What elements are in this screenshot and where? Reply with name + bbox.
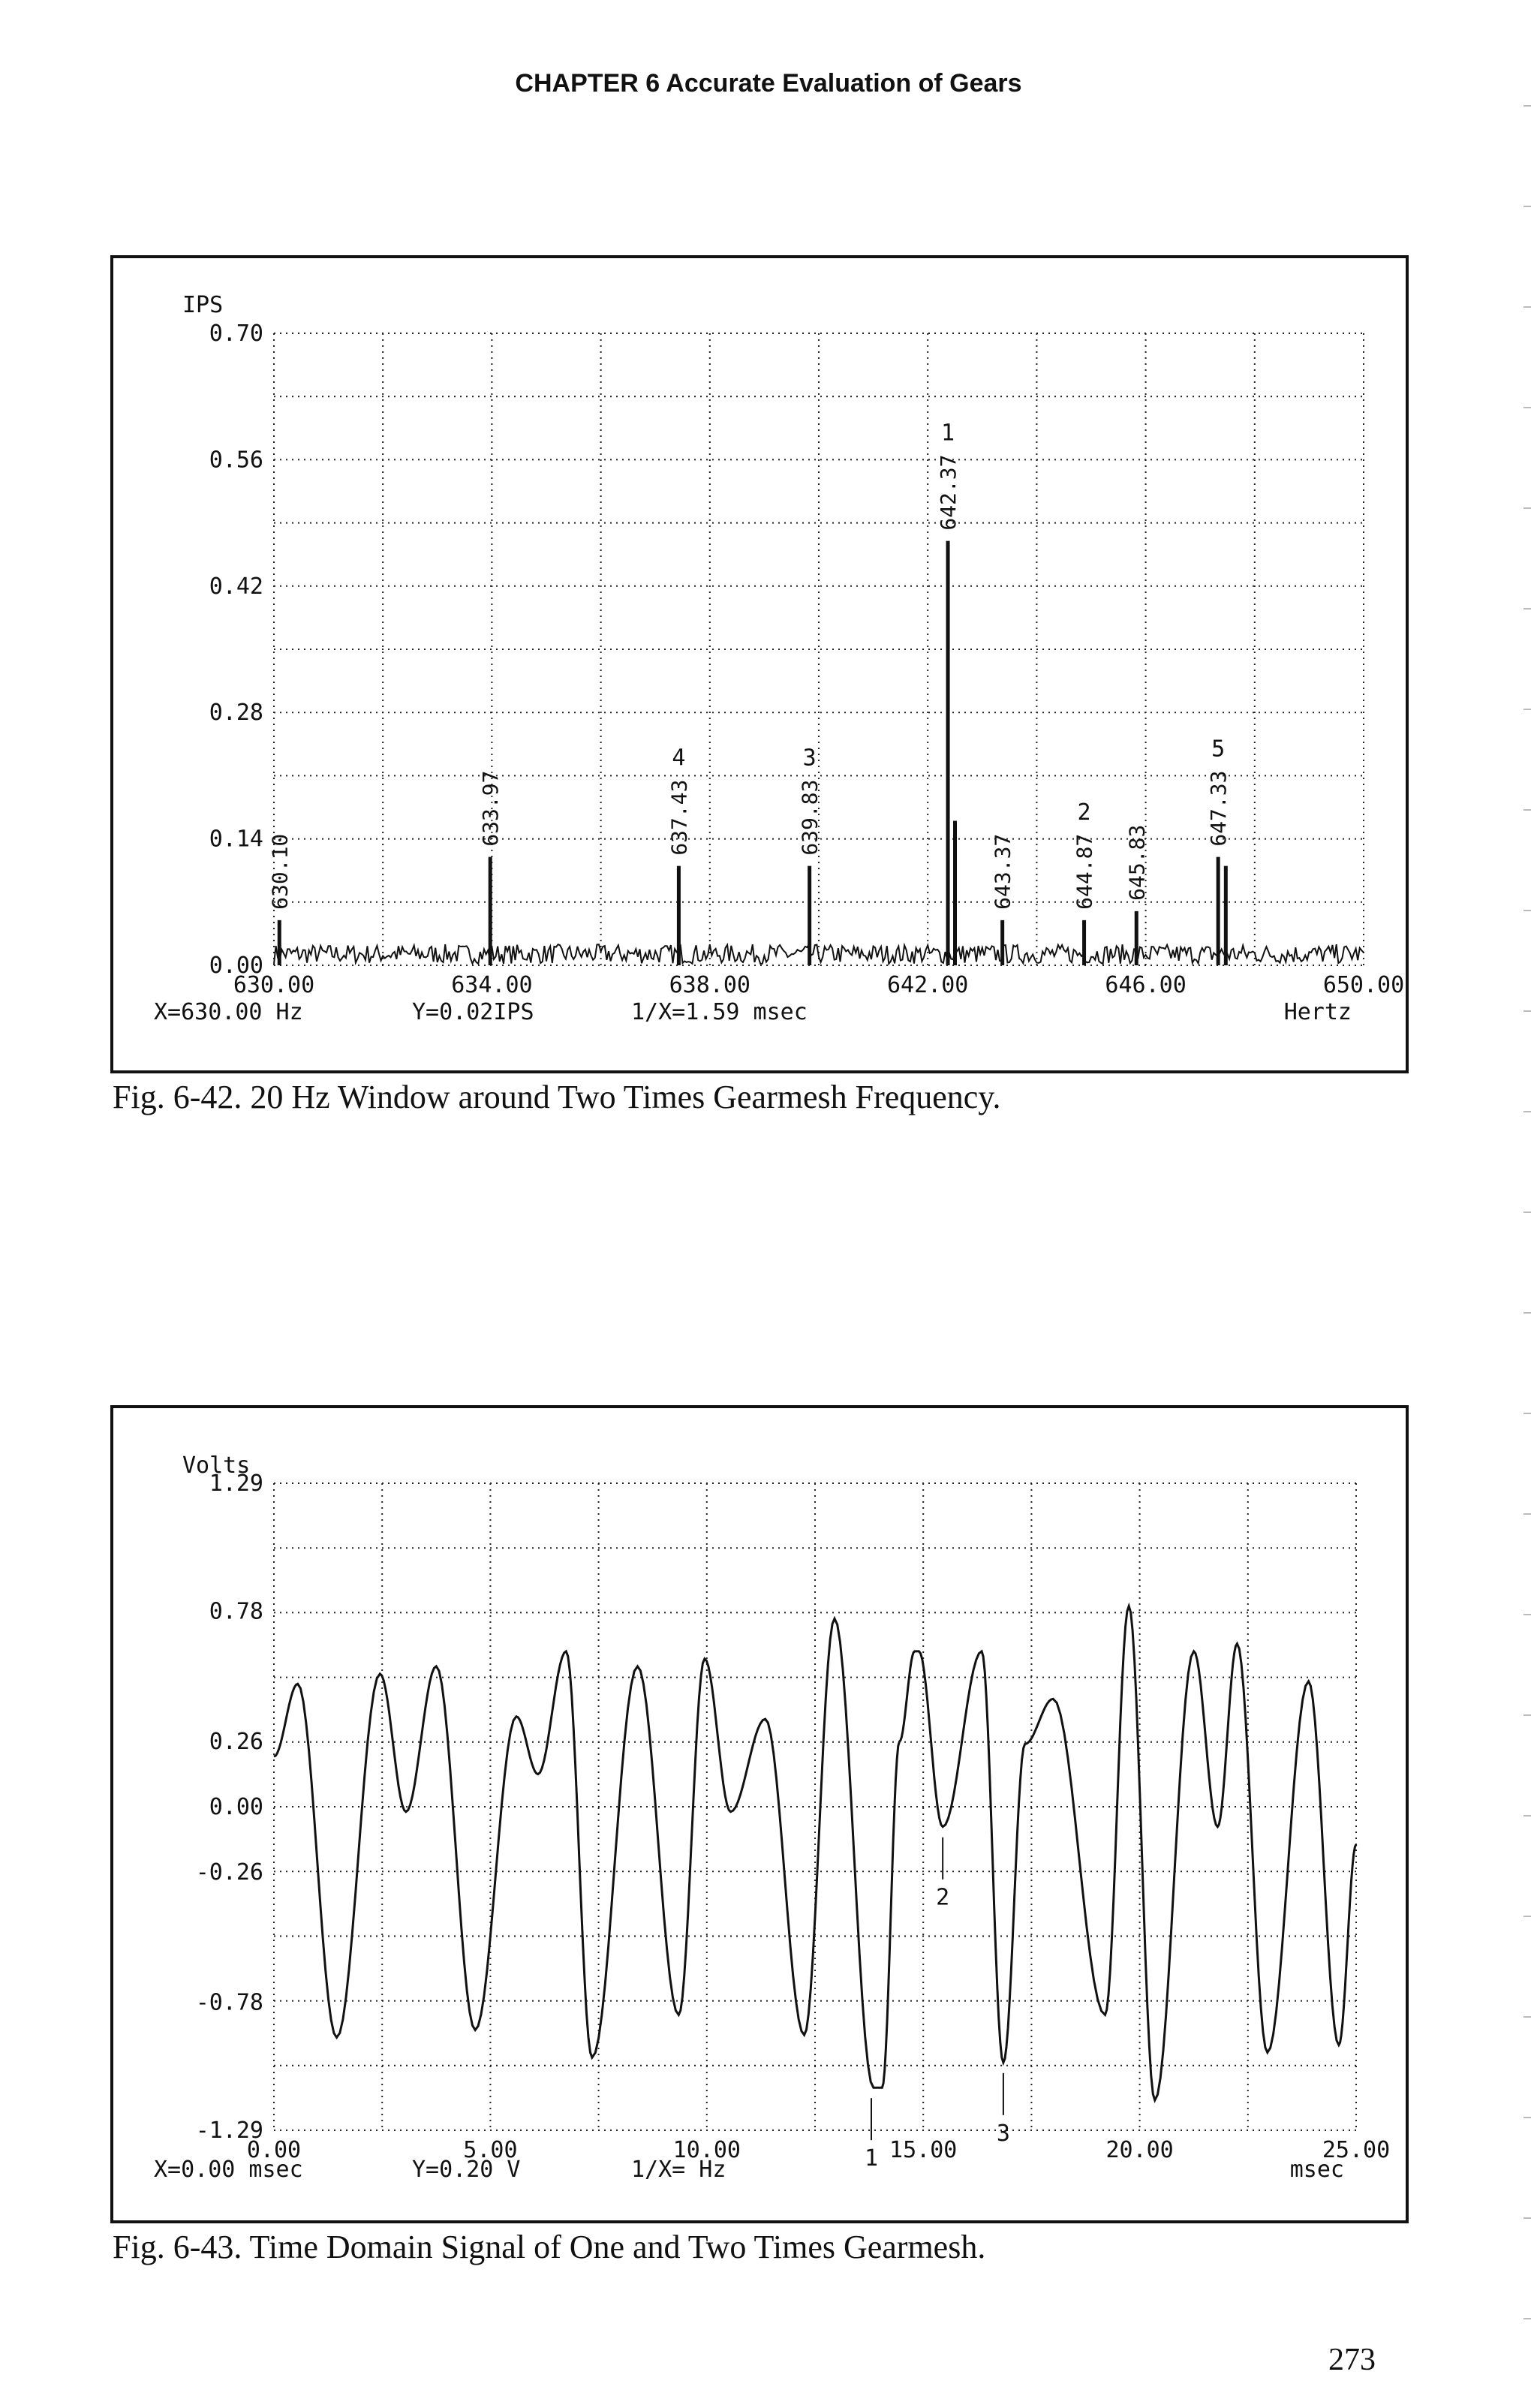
y-tick-label: 0.70 — [209, 321, 263, 347]
scan-edge-mark — [1523, 1815, 1531, 1817]
figure-6-42-frame — [110, 255, 1409, 1073]
x-tick-label: 630.00 — [233, 972, 315, 998]
peak-marker-number: 5 — [1211, 736, 1226, 763]
scan-edge-mark — [1523, 1010, 1531, 1012]
peak-frequency-label: 637.43 — [666, 779, 692, 856]
y-unit-label: Volts — [182, 1452, 251, 1479]
scan-edge-mark — [1523, 1714, 1531, 1716]
cursor-y-readout: Y=0.20 V — [412, 2157, 521, 2183]
peak-frequency-label: 645.83 — [1124, 824, 1150, 901]
peak-marker-number: 4 — [672, 745, 686, 772]
scan-edge-mark — [1523, 2318, 1531, 2319]
y-tick-label: -1.29 — [195, 2118, 263, 2144]
y-tick-label: -0.78 — [195, 1989, 263, 2016]
annotation-number: 1 — [864, 2145, 879, 2172]
peak-frequency-label: 630.10 — [267, 833, 293, 910]
scan-edge-mark — [1523, 1413, 1531, 1414]
scan-edge-mark — [1523, 2016, 1531, 2018]
peak-frequency-label: 639.83 — [797, 779, 823, 856]
y-tick-label: 0.14 — [209, 826, 263, 853]
peak-frequency-label: 643.37 — [990, 833, 1015, 910]
x-tick-label: 650.00 — [1322, 972, 1405, 998]
y-tick-label: 0.28 — [209, 700, 263, 727]
x-tick-label: 0.00 — [246, 2137, 302, 2163]
scan-edge-mark — [1523, 608, 1531, 610]
peak-frequency-label: 633.97 — [478, 770, 504, 847]
cursor-freq-readout: 1/X= Hz — [631, 2157, 726, 2183]
y-tick-label: 0.56 — [209, 447, 263, 474]
y-unit-label: IPS — [182, 292, 224, 318]
signal-waveform-line — [274, 1606, 1356, 2100]
x-unit-label: Hertz — [1283, 999, 1352, 1025]
peak-marker-number: 1 — [941, 420, 955, 447]
scan-edge-mark — [1523, 105, 1531, 107]
peak-frequency-label: 642.37 — [936, 454, 961, 531]
y-tick-label: 0.00 — [209, 953, 263, 979]
scan-edge-mark — [1523, 507, 1531, 509]
y-tick-label: 0.78 — [209, 1598, 263, 1625]
y-tick-label: 0.42 — [209, 573, 263, 600]
time-domain-chart — [113, 1408, 1406, 2220]
scan-edge-mark — [1523, 1513, 1531, 1515]
x-unit-label: msec — [1289, 2157, 1344, 2183]
x-tick-label: 642.00 — [887, 972, 969, 998]
peak-frequency-label: 647.33 — [1206, 770, 1232, 847]
x-tick-label: 15.00 — [889, 2137, 958, 2163]
scan-edge-mark — [1523, 709, 1531, 710]
x-tick-label: 25.00 — [1322, 2137, 1391, 2163]
scan-edge-mark — [1523, 1312, 1531, 1314]
figure-6-42-caption: Fig. 6-42. 20 Hz Window around Two Times Gearmesh Frequency. — [113, 1079, 1001, 1115]
scan-edge-mark — [1523, 407, 1531, 408]
chapter-header: CHAPTER 6 Accurate Evaluation of Gears — [515, 69, 1022, 98]
cursor-y-readout: Y=0.02IPS — [412, 999, 534, 1025]
page-number: 273 — [1328, 2343, 1376, 2377]
cursor-period-readout: 1/X=1.59 msec — [631, 999, 808, 1025]
y-tick-label: 0.26 — [209, 1729, 263, 1756]
scan-edge-mark — [1523, 1111, 1531, 1112]
scan-edge-mark — [1523, 306, 1531, 308]
x-tick-label: 646.00 — [1105, 972, 1187, 998]
peak-marker-number: 3 — [802, 745, 817, 772]
x-tick-label: 20.00 — [1105, 2137, 1174, 2163]
annotation-number: 2 — [936, 1884, 950, 1911]
figure-6-43-caption: Fig. 6-43. Time Domain Signal of One and Two Times Gearmesh. — [113, 2229, 986, 2265]
x-tick-label: 5.00 — [463, 2137, 518, 2163]
x-tick-label: 638.00 — [669, 972, 750, 998]
scan-edge-mark — [1523, 2117, 1531, 2118]
y-tick-label: 0.00 — [209, 1794, 263, 1820]
x-tick-label: 10.00 — [672, 2137, 741, 2163]
y-tick-label: 1.29 — [209, 1470, 263, 1497]
annotation-number: 3 — [996, 2120, 1010, 2147]
scan-edge-mark — [1523, 2217, 1531, 2219]
scan-edge-mark — [1523, 1916, 1531, 1917]
scan-edge-mark — [1523, 206, 1531, 207]
y-tick-label: -0.26 — [195, 1859, 263, 1886]
peak-frequency-label: 644.87 — [1072, 833, 1097, 910]
x-tick-label: 634.00 — [451, 972, 533, 998]
cursor-x-readout: X=630.00 Hz — [154, 999, 303, 1025]
scan-edge-mark — [1523, 1212, 1531, 1213]
scan-edge-mark — [1523, 809, 1531, 811]
cursor-x-readout: X=0.00 msec — [154, 2157, 303, 2183]
scan-edge-mark — [1523, 910, 1531, 911]
spectrum-chart — [113, 258, 1406, 1070]
scan-edge-mark — [1523, 1614, 1531, 1615]
figure-6-43-frame — [110, 1405, 1409, 2223]
peak-marker-number: 2 — [1077, 799, 1091, 826]
